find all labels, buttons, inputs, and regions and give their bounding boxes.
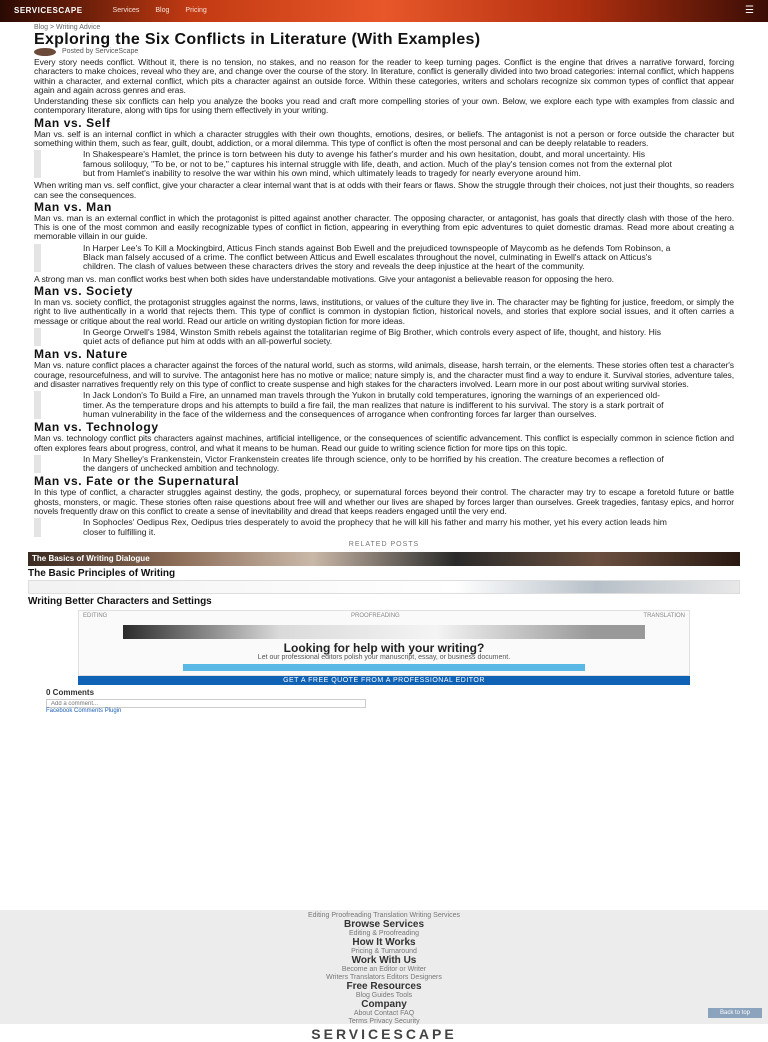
example-blockquote	[34, 518, 734, 537]
promo-banner	[78, 610, 690, 676]
blockquote-text: In Shakespeare's Hamlet, the prince is torn between his duty to avenge his father's murder and his own hesitation, doubt, and moral uncertainty. His famous soliloquy, "To be, or not to be," captures his internal struggle with life, death, and action. Much of the play's tension comes not from the external plot but from Hamlet's inability to resolve the war within his own mind, which ultimately leads to tragedy for nearly everyone around him.	[83, 149, 672, 178]
promo-button[interactable]	[183, 664, 585, 671]
menu-icon[interactable]: ☰	[745, 5, 754, 17]
nav-item-services[interactable]: Services	[112, 6, 140, 14]
related-post-title[interactable]: Writing Better Characters and Settings	[28, 595, 212, 607]
blockquote-text: In Sophocles' Oedipus Rex, Oedipus tries desperately to avoid the prophecy that he will kill his father and marry his mother, yet his every action leads him closer to fulfilling it.	[83, 517, 667, 537]
footer-brand: SERVICESCAPE	[311, 1026, 457, 1042]
promo-tab[interactable]: PROOFREADING	[351, 612, 400, 619]
body-paragraph: In man vs. society conflict, the protagonist struggles against the norms, laws, institutions, or values of the culture they live in. The character may be fighting for justice, freedom, or simply the right to live authentically in a world that rejects them. This type of conflict is common in dystopian fiction, historical novels, and stories that explore social issues, and it often carries a message or critique about the real world. Read our article on writing dystopian fiction for more ideas.	[34, 296, 734, 326]
example-blockquote	[34, 244, 734, 272]
nav-item-pricing[interactable]: Pricing	[185, 6, 207, 14]
promo-tab[interactable]: TRANSLATION	[643, 612, 685, 619]
promo-tab[interactable]: EDITING	[83, 612, 108, 619]
footer-link[interactable]: Pricing & Turnaround	[351, 948, 417, 955]
related-post-card-label: The Basics of Writing Dialogue	[32, 553, 150, 563]
author-avatar	[34, 48, 56, 56]
blockquote-text: In Harper Lee's To Kill a Mockingbird, Atticus Finch stands against Bob Ewell and the prejudiced townspeople of Maycomb as he defends Tom Robinson, a Black man falsely accused of a crime. The conflict between Atticus and Ewell escalates throughout the novel, culminating in Ewell's attack on Atticus's children. The clash of values between these characters drives the story and reveals the deep injustice at the heart of the community.	[83, 242, 671, 272]
article	[0, 22, 768, 537]
footer-links	[0, 912, 768, 1026]
blockquote-bar	[34, 518, 41, 537]
body-paragraph: Every story needs conflict. Without it, there is no tension, no stakes, and no reason for the reader to keep turning pages. Conflict is the engine that drives a narrative forward, forcing characters to make choices, reveal who they are, and change over the course of the story. In literature, conflict is generally divided into two broad categories: internal conflict, which happens within a character, and external conflict, which pits a character against an outside force. Within these categories, writers and scholars recognize six common types of conflict that appear again and again across genres and eras.	[34, 57, 734, 95]
footer-heading: Browse Services	[343, 919, 425, 930]
section-heading: Man vs. Nature	[34, 347, 128, 362]
body-paragraph: Man vs. nature conflict places a character against the forces of the natural world, such as storms, wild animals, disease, harsh terrain, or the elements. These stories often test a character's courage, resourcefulness, and will to survive. The antagonist here has no motive or malice; nature simply is, and the character must find a way to endure it. Survival stories, adventure tales, and disaster narratives frequently rely on this type of conflict to create suspense and high stakes for the characters involved. Learn more in our post about writing survival stories.	[34, 360, 734, 390]
blockquote-bar	[34, 455, 41, 474]
footer-link[interactable]: Blog Guides Tools	[355, 992, 413, 999]
blockquote-text: In Jack London's To Build a Fire, an unnamed man travels through the Yukon in brutally cold temperatures, ignoring the warnings of an experienced old-timer. As the temperature drops and his attempts to build a fire fail, the man realizes that nature is indifferent to his survival. The story is a stark portrait of human vulnerability in the face of the wilderness and the consequences of arrogance when confronting forces far larger than ourselves.	[83, 390, 664, 419]
site-header	[0, 0, 768, 22]
footer-heading: How It Works	[352, 937, 416, 948]
body-paragraph: A strong man vs. man conflict works best when both sides have understandable motivations. Give your antagonist a believable reason for opposing the hero.	[34, 273, 614, 284]
body-paragraph: In this type of conflict, a character struggles against destiny, the gods, prophecy, or supernatural forces beyond their control. The character may try to escape a foretold future or battle ghosts, monsters, or magic. These stories often raise questions about free will and whether our lives are shaped by forces larger than ourselves. Greek tragedies, fantasy epics, and horror novels frequently draw on this conflict to create a sense of inevitability and dread that keeps readers engaged until the very end.	[34, 487, 734, 516]
byline-text: Posted by ServiceScape	[62, 47, 139, 55]
body-paragraph: Man vs. man is an external conflict in which the protagonist is pitted against another character. The opposing character, or antagonist, has goals that directly clash with those of the hero. This is one of the most common and easily recognizable types of conflict in fiction, appearing in everything from epic adventures to quiet domestic dramas. Read more about creating a memorable villain in our guide.	[34, 212, 734, 242]
site-logo[interactable]: SERVICESCAPE	[14, 6, 83, 16]
footer-link[interactable]: Become an Editor or Writer	[341, 966, 427, 973]
comments-heading: 0 Comments	[46, 687, 95, 697]
back-to-top-button[interactable]: Back to top	[708, 1008, 762, 1018]
footer-link[interactable]: Terms Privacy Security	[348, 1018, 420, 1025]
related-post-title[interactable]: The Basic Principles of Writing	[28, 567, 176, 579]
comment-input[interactable]	[46, 699, 366, 708]
blockquote-bar	[34, 150, 41, 178]
nav-item-blog[interactable]: Blog	[155, 6, 170, 14]
footer-link[interactable]: Writers Translators Editors Designers	[326, 974, 442, 981]
article-body	[34, 58, 734, 537]
example-blockquote	[34, 391, 734, 419]
body-paragraph: When writing man vs. self conflict, give your character a clear internal want that is at odds with their fears or flaws. Show the struggle through their choices, not just their thoughts, so readers can see the consequences.	[34, 180, 734, 200]
footer-heading: Work With Us	[351, 955, 417, 966]
footer-heading: Free Resources	[346, 981, 422, 992]
byline	[34, 47, 734, 57]
footer-heading: Company	[361, 999, 407, 1010]
related-post-card[interactable]	[28, 580, 740, 594]
promo-tabs	[83, 613, 685, 621]
footer-link[interactable]: Editing Proofreading Translation Writing Services	[307, 912, 460, 919]
blockquote-bar	[34, 328, 41, 347]
blockquote-bar	[34, 244, 41, 272]
blockquote-text: In Mary Shelley's Frankenstein, Victor Frankenstein creates life through science, only to be horrified by his creation. The creature becomes a reflection of the dangers of unchecked ambition and technology.	[83, 453, 664, 474]
example-blockquote	[34, 328, 734, 347]
quote-cta-button[interactable]: GET A FREE QUOTE FROM A PROFESSIONAL EDITOR	[78, 676, 690, 685]
promo-image	[123, 625, 645, 639]
section-heading: Man vs. Fate or the Supernatural	[34, 474, 240, 489]
related-post-card[interactable]	[28, 552, 740, 566]
related-posts-heading: RELATED POSTS	[348, 540, 420, 548]
body-paragraph: Man vs. technology conflict pits characters against machines, artificial intelligence, or the consequences of scientific advancement. This conflict is especially common in science fiction and often explores fears about progress, control, and what it means to be human. Read our guide to writing science fiction for more tips on this topic.	[34, 433, 734, 453]
section-heading: Man vs. Man	[34, 199, 112, 214]
footer-link[interactable]: Editing & Proofreading	[348, 930, 420, 937]
example-blockquote	[34, 150, 734, 178]
body-paragraph: Understanding these six conflicts can help you analyze the books you read and craft more compelling stories of your own. Below, we explore each type with examples from classic and contemporary literature, along with tips for using them effectively in your writing.	[34, 96, 734, 116]
main-nav	[113, 7, 207, 15]
breadcrumb[interactable]: Blog > Writing Advice	[34, 24, 101, 31]
blockquote-text: In George Orwell's 1984, Winston Smith rebels against the totalitarian regime of Big Brother, which controls every aspect of life, thought, and history. His quiet acts of defiance put him at odds with an all-powerful society.	[83, 326, 662, 347]
page-title: Exploring the Six Conflicts in Literature (With Examples)	[34, 31, 481, 48]
section-heading: Man vs. Society	[34, 283, 134, 298]
section-heading: Man vs. Self	[34, 115, 111, 130]
promo-heading: Looking for help with your writing?	[283, 640, 485, 655]
comments-section	[46, 688, 722, 717]
comments-plugin-label[interactable]: Facebook Comments Plugin	[46, 708, 122, 715]
body-paragraph: Man vs. self is an internal conflict in which a character struggles with their own thoughts, emotions, desires, or beliefs. The antagonist is not a person or force outside the character but something within them, such as fear, guilt, doubt, addiction, or a moral dilemma. This type of conflict is often the most personal and can be deeply relatable to readers.	[34, 128, 734, 149]
site-footer	[0, 910, 768, 1042]
promo-subtext: Let our professional editors polish your manuscript, essay, or business document.	[257, 653, 511, 661]
section-heading: Man vs. Technology	[34, 420, 159, 435]
footer-link[interactable]: About Contact FAQ	[353, 1010, 415, 1017]
blockquote-bar	[34, 391, 41, 419]
example-blockquote	[34, 455, 734, 474]
